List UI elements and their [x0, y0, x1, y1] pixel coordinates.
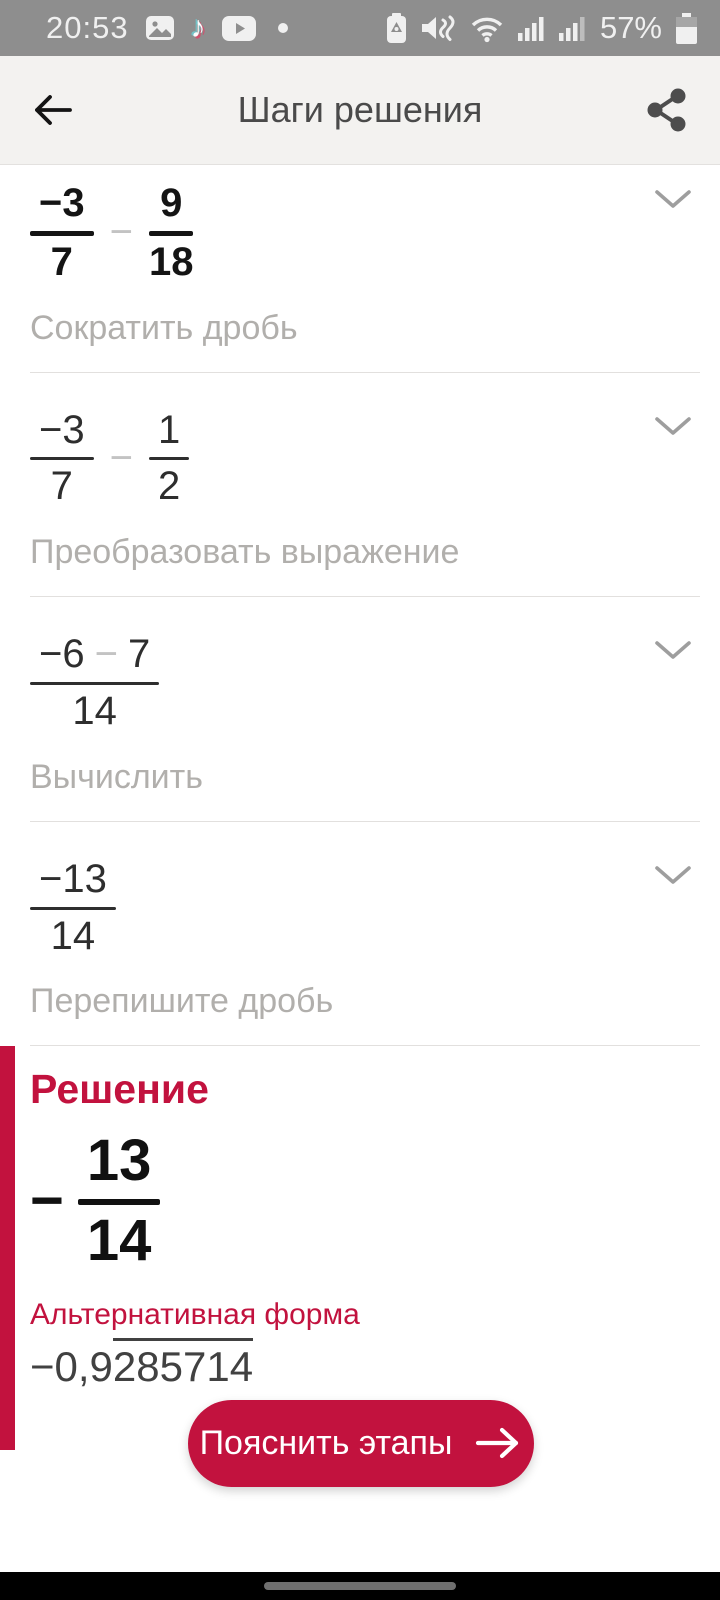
solution-expression — [30, 1129, 692, 1274]
math-token: 14 — [86, 1208, 152, 1274]
home-indicator[interactable] — [264, 1582, 456, 1590]
tiktok-icon: ♪ — [190, 11, 206, 44]
battery-saver-icon — [386, 13, 407, 43]
solution-steps-list — [0, 165, 720, 1487]
solution-title: Решение — [30, 1066, 209, 1113]
operator: − — [109, 210, 133, 255]
back-button[interactable] — [32, 93, 74, 127]
math-token: 7 — [127, 632, 151, 677]
arrow-right-icon — [474, 1426, 522, 1460]
gallery-icon — [145, 15, 175, 41]
math-token: −6 — [39, 632, 85, 677]
fraction-numerator — [149, 408, 189, 458]
step-label: Вычислить — [30, 757, 203, 796]
step-expression — [30, 408, 189, 510]
fraction-denominator — [51, 910, 96, 959]
step-label: Перепишите дробь — [30, 982, 334, 1021]
notification-dot-icon — [278, 23, 288, 33]
math-token: 2 — [157, 464, 181, 509]
fraction-numerator — [30, 632, 159, 682]
app-header — [0, 56, 720, 165]
fraction — [30, 857, 116, 959]
alt-value-repeating: 285714 — [113, 1338, 253, 1394]
alt-value-prefix: −0,9 — [30, 1343, 113, 1391]
fraction-numerator — [151, 181, 191, 231]
fraction-denominator — [51, 460, 73, 509]
fraction — [149, 408, 189, 510]
solution-section — [0, 1046, 720, 1486]
explain-steps-button[interactable] — [188, 1400, 534, 1487]
alternative-form-value — [30, 1338, 692, 1394]
chevron-down-icon[interactable] — [654, 632, 692, 665]
status-time: 20:53 — [46, 10, 129, 45]
chevron-down-icon[interactable] — [654, 857, 692, 890]
fraction — [30, 632, 159, 734]
signal-icon — [518, 14, 546, 42]
chevron-down-icon[interactable] — [654, 181, 692, 214]
solution-step[interactable] — [0, 372, 720, 597]
youtube-icon — [222, 16, 256, 41]
solution-step[interactable] — [0, 821, 720, 1046]
step-label: Сократить дробь — [30, 308, 298, 347]
math-token: 14 — [72, 688, 117, 733]
solution-step[interactable] — [0, 596, 720, 821]
share-icon[interactable] — [646, 88, 688, 132]
math-token: 7 — [50, 464, 73, 509]
fraction-denominator — [51, 236, 73, 285]
fraction-denominator — [87, 1205, 152, 1274]
fraction-denominator — [72, 685, 117, 734]
page-title: Шаги решения — [237, 89, 483, 130]
fraction — [30, 181, 94, 285]
status-bar-right — [386, 10, 698, 46]
math-token: − — [30, 1168, 64, 1234]
math-token: 1 — [157, 407, 181, 452]
solution-step[interactable] — [0, 165, 720, 372]
math-token: 13 — [86, 1128, 152, 1194]
fraction-numerator — [78, 1129, 161, 1199]
step-label: Преобразовать выражение — [30, 533, 460, 572]
status-bar — [0, 0, 720, 56]
operator: − — [109, 435, 133, 480]
math-token: −3 — [39, 181, 85, 225]
step-expression — [30, 857, 116, 959]
fraction — [30, 408, 94, 510]
fraction — [149, 181, 194, 285]
math-token: 7 — [50, 239, 73, 284]
explain-steps-label: Пояснить этапы — [199, 1423, 453, 1462]
signal-icon — [559, 14, 587, 42]
step-expression — [30, 181, 193, 285]
chevron-down-icon[interactable] — [654, 408, 692, 441]
battery-percent: 57% — [599, 10, 662, 45]
math-token: −3 — [39, 407, 85, 452]
alternative-form-label: Альтернативная форма — [30, 1298, 360, 1332]
step-expression — [30, 632, 159, 734]
fraction-denominator — [158, 460, 180, 509]
math-token: −13 — [39, 856, 107, 901]
math-token: 9 — [160, 181, 183, 225]
math-token: 14 — [50, 913, 96, 958]
fraction-denominator — [149, 236, 194, 285]
navigation-bar — [0, 1572, 720, 1600]
fraction-numerator — [30, 857, 116, 907]
fraction-numerator — [30, 408, 94, 458]
mute-vibrate-icon — [420, 13, 456, 43]
math-token: 18 — [148, 239, 194, 284]
wifi-icon — [469, 14, 505, 43]
fraction — [78, 1129, 161, 1274]
math-token: − — [94, 632, 118, 677]
battery-icon — [675, 13, 698, 44]
fraction-numerator — [30, 181, 94, 231]
